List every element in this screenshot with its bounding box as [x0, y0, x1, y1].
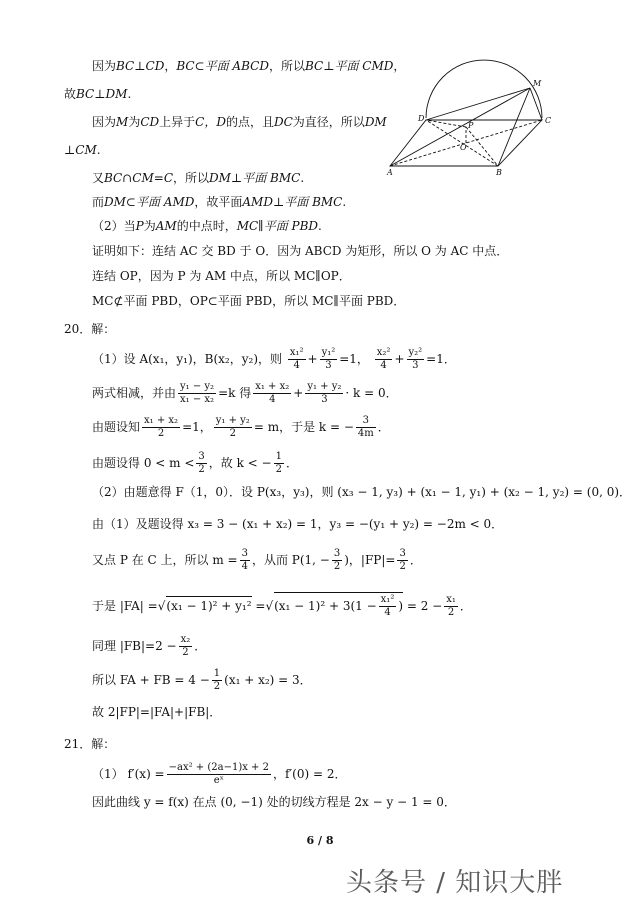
proof-line-3: 因为M为CD上异于C，D的点，且DC为直径，所以DM — [92, 115, 387, 129]
question-20-heading: 20．解： — [64, 322, 116, 336]
label-b: B — [496, 168, 502, 177]
proof-line-2: 故BC⊥DM. — [64, 87, 132, 101]
proof-line-5: 又BC∩CM=C，所以DM⊥平面 BMC. — [92, 171, 305, 185]
proof-line-4: ⊥CM. — [64, 143, 101, 157]
geometry-figure — [386, 48, 556, 178]
label-m: M — [533, 79, 542, 88]
proof-line-9: 连结 OP，因为 P 为 AM 中点，所以 MC∥OP． — [92, 269, 351, 283]
seg-pd — [426, 120, 466, 127]
q20-line-7: 又点 P 在 C 上，所以 m = $\frac{3}{4}$ ，从而 P(1, − $\frac{3}{2}$ )，|FP|= $\frac{3}{2}$ ． — [92, 548, 422, 572]
q21-line-1: （1） f′(x) = $\frac{\text{−ax² + (2a−1)x + 2}}{\text{eˣ}}$ ，f′(0) = 2． — [92, 762, 347, 786]
proof-line-10: MC⊄平面 PBD，OP⊂平面 PBD，所以 MC∥平面 PBD． — [92, 294, 406, 308]
proof-line-7: （2）当P为AM的中点时，MC∥平面 PBD. — [92, 219, 322, 233]
label-o: O — [460, 143, 467, 152]
proof-line-1: 因为BC⊥CD，BC⊂平面 ABCD，所以BC⊥平面 CMD， — [92, 59, 406, 73]
proof-line-8: 证明如下：连结 AC 交 BD 于 O．因为 ABCD 为矩形，所以 O 为 AC 中点． — [92, 244, 509, 258]
q20-line-4: 由题设得 0 < m < $\frac{3}{2}$ ，故 k < − $\frac{1}{2}$ ． — [92, 451, 298, 475]
label-c: C — [545, 116, 552, 125]
label-p: P — [468, 121, 474, 130]
page-number: 6 / 8 — [306, 834, 334, 847]
q20-line-11: 故 2|FP|=|FA|+|FB|． — [92, 705, 222, 719]
watermark: 头条号 / 知识大胖 — [346, 868, 564, 898]
edge-bm — [498, 88, 530, 166]
question-21-heading: 21．解： — [64, 737, 116, 751]
q20-line-9: 同理 |FB|=2 − $\frac{\text{x₂}}{2}$ ． — [92, 634, 207, 658]
proof-line-6: 而DM⊂平面 AMD，故平面AMD⊥平面 BMC. — [92, 195, 347, 209]
edge-dm — [426, 88, 530, 120]
label-a: A — [387, 168, 393, 177]
q20-line-2: 两式相减，并由 $\frac{\text{y₁ − y₂}}{\text{x₁ − x₂}}$ =k 得 $\frac{\text{x₁ + x₂}}{4}$ + $\frac{\text{y₁ + y₂}}{3}$ · k = 0． — [92, 381, 398, 405]
label-d: D — [418, 114, 425, 123]
seg-pb — [466, 127, 498, 166]
q21-line-2: 因此曲线 y = f(x) 在点 (0, −1) 处的切线方程是 2x − y − 1 = 0． — [92, 795, 456, 809]
q20-line-1: （1）设 A(x₁，y₁)，B(x₂，y₂)，则 $\frac{\text{x₁²}}{4}$ + $\frac{\text{y₁²}}{3}$ =1， $\frac{\text{x₂²}}{4}$ + $\frac{\text{y₂²}}{3}$ =1． — [92, 347, 456, 371]
q20-line-3: 由题设知 $\frac{\text{x₁ + x₂}}{2}$ =1， $\frac{\text{y₁ + y₂}}{2}$ = m，于是 k = − $\frac{3}{4m}$ ． — [92, 415, 390, 439]
q20-line-8: 于是 |FA| =√(x₁ − 1)² + y₁² =√(x₁ − 1)² + 3(1 − $\frac{\text{x₁²}}{4}$ ) = 2 − $\frac{\text{x₁}}{2}$ ． — [92, 594, 472, 618]
q20-line-10: 所以 FA + FB = 4 − $\frac{1}{2}$ (x₁ + x₂) = 3． — [92, 668, 312, 692]
semicircle-arc — [426, 60, 542, 118]
q20-line-5: （2）由题意得 F（1，0）．设 P(x₃，y₃)，则 (x₃ − 1, y₃) + (x₁ − 1, y₁) + (x₂ − 1, y₂) = (0, 0)． — [92, 485, 632, 499]
q20-line-6: 由（1）及题设得 x₃ = 3 − (x₁ + x₂) = 1，y₃ = −(y₁ + y₂) = −2m < 0． — [92, 517, 504, 531]
